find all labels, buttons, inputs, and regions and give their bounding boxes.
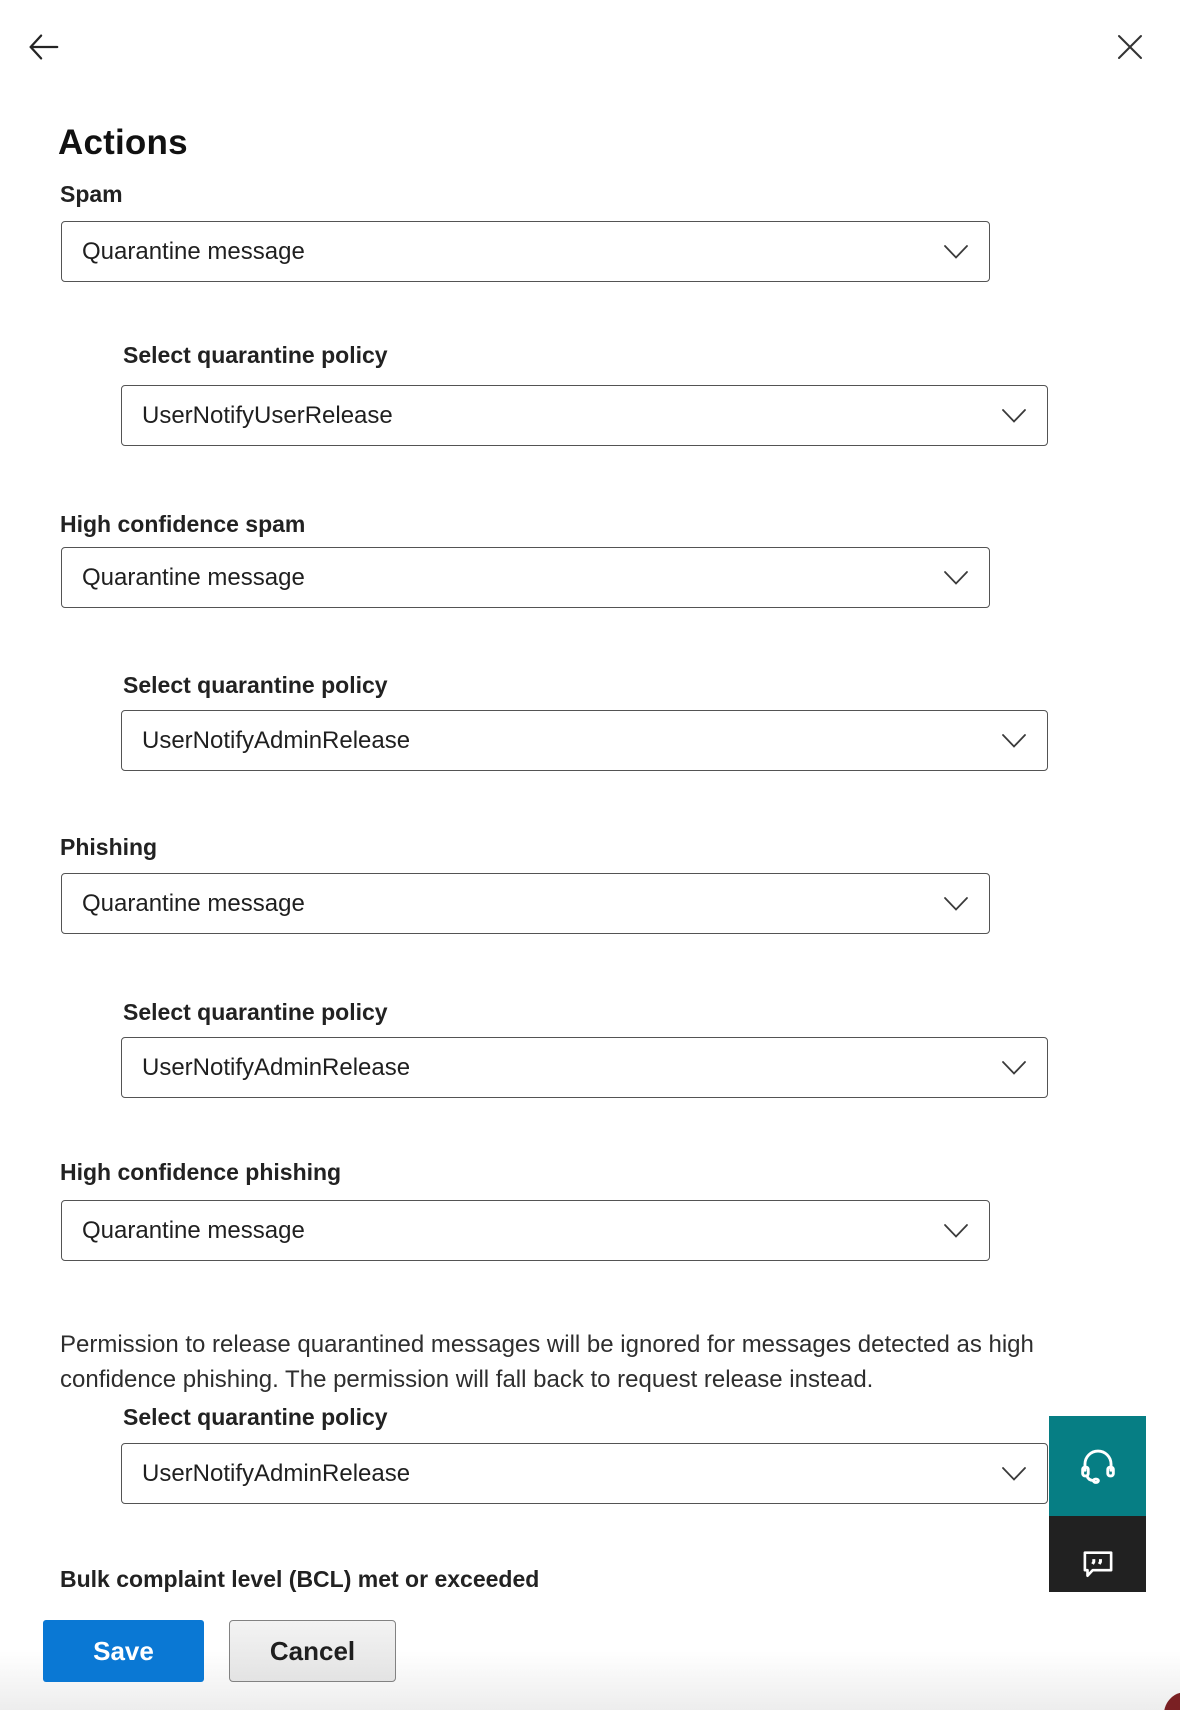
high-confidence-phishing-action-value: Quarantine message — [82, 1216, 305, 1244]
phishing-policy-value: UserNotifyAdminRelease — [142, 1053, 411, 1081]
save-button[interactable]: Save — [43, 1620, 204, 1682]
high-confidence-spam-action-dropdown[interactable] — [61, 547, 990, 608]
high-confidence-phishing-policy-dropdown[interactable] — [121, 1443, 1048, 1504]
back-button[interactable] — [19, 23, 67, 71]
chevron-down-icon — [943, 1223, 969, 1239]
high-confidence-phishing-policy-value: UserNotifyAdminRelease — [142, 1459, 411, 1487]
spam-policy-value: UserNotifyUserRelease — [142, 401, 393, 429]
section-label-high-confidence-phishing: High confidence phishing — [60, 1159, 342, 1185]
chevron-down-icon — [943, 896, 969, 912]
phishing-action-value: Quarantine message — [82, 889, 305, 917]
spam-policy-dropdown[interactable] — [121, 385, 1048, 446]
chevron-down-icon — [943, 570, 969, 586]
footer-bar — [0, 1592, 1180, 1710]
spam-policy-label: Select quarantine policy — [123, 342, 388, 368]
section-label-high-confidence-spam: High confidence spam — [60, 511, 306, 537]
chevron-down-icon — [1001, 1060, 1027, 1076]
section-label-spam: Spam — [60, 181, 123, 207]
high-confidence-phishing-policy-label: Select quarantine policy — [123, 1404, 388, 1430]
high-confidence-spam-policy-value: UserNotifyAdminRelease — [142, 726, 411, 754]
section-label-phishing: Phishing — [60, 834, 158, 860]
phishing-policy-dropdown[interactable] — [121, 1037, 1048, 1098]
spam-action-value: Quarantine message — [82, 237, 305, 265]
high-confidence-spam-policy-dropdown[interactable] — [121, 710, 1048, 771]
page-title: Actions — [58, 123, 188, 163]
help-support-button[interactable] — [1049, 1416, 1146, 1516]
high-confidence-phishing-note: Permission to release quarantined messages will be ignored for messages detected as high confidence phishing. The permission will fall back to request release instead. — [60, 1331, 1034, 1393]
chevron-down-icon — [1001, 1466, 1027, 1482]
cancel-button[interactable]: Cancel — [229, 1620, 396, 1682]
close-button[interactable] — [1106, 23, 1154, 71]
high-confidence-phishing-action-dropdown[interactable] — [61, 1200, 990, 1261]
phishing-policy-label: Select quarantine policy — [123, 999, 388, 1025]
back-arrow-icon — [25, 30, 61, 64]
chevron-down-icon — [943, 244, 969, 260]
headset-icon — [1075, 1443, 1121, 1489]
phishing-action-dropdown[interactable] — [61, 873, 990, 934]
chevron-down-icon — [1001, 733, 1027, 749]
close-icon — [1116, 33, 1144, 61]
chat-feedback-icon — [1077, 1543, 1119, 1585]
spam-action-dropdown[interactable] — [61, 221, 990, 282]
section-label-bulk-complaint-level: Bulk complaint level (BCL) met or exceeded — [60, 1566, 540, 1592]
high-confidence-spam-action-value: Quarantine message — [82, 563, 305, 591]
chevron-down-icon — [1001, 408, 1027, 424]
high-confidence-spam-policy-label: Select quarantine policy — [123, 672, 388, 698]
